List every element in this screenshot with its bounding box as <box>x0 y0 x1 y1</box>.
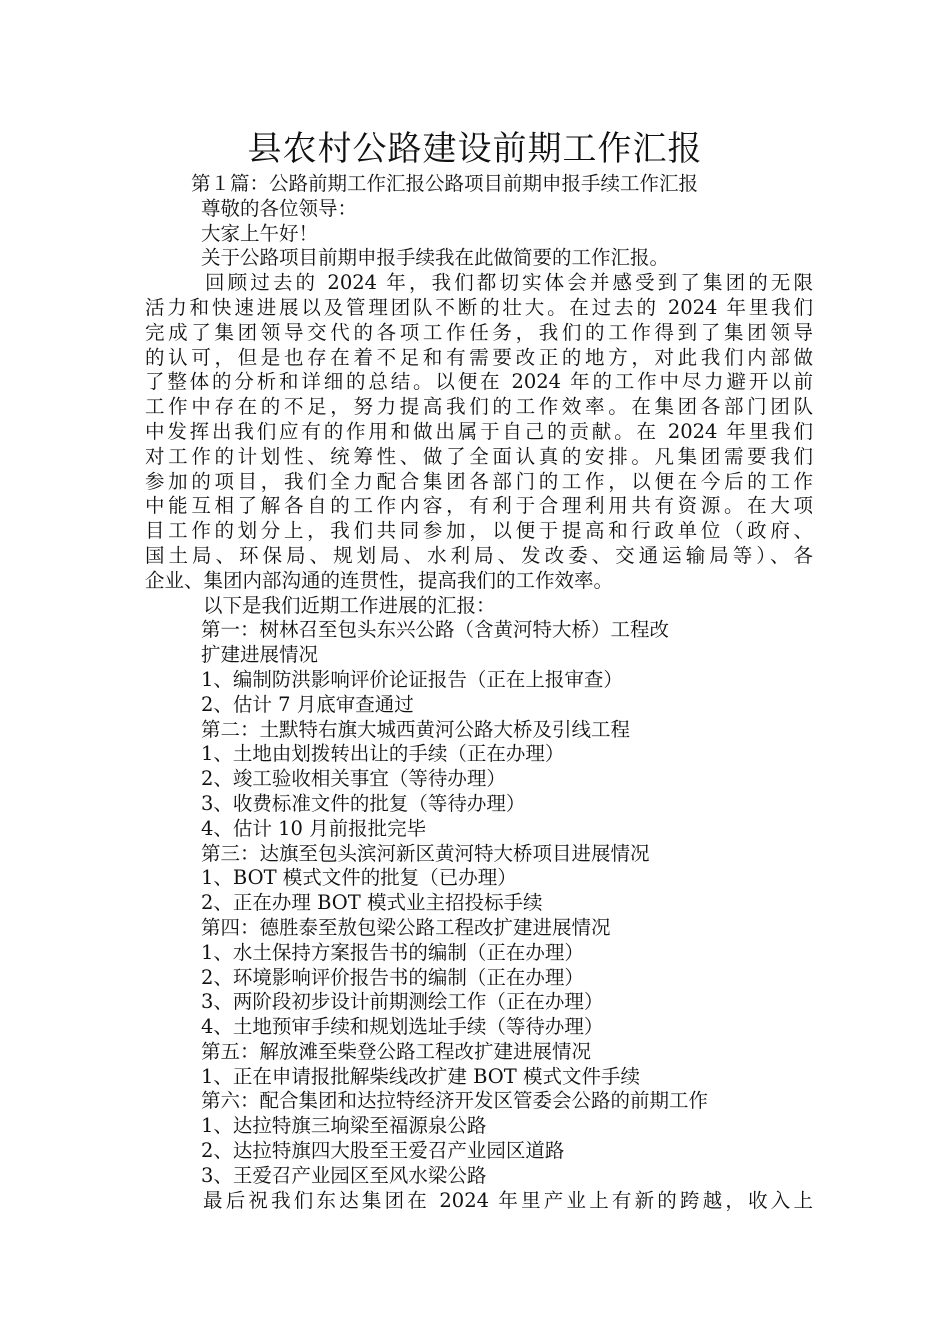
text-line: 目工作的划分上，我们共同参加，以便于提高和行政单位（政府、 <box>145 519 813 543</box>
text-line: 2、竣工验收相关事宜（等待办理） <box>201 767 506 791</box>
text-line: 的认可，但是也存在着不足和有需要改正的地方，对此我们内部做 <box>145 345 813 369</box>
text-line: 第五：解放滩至柴登公路工程改扩建进展情况 <box>201 1039 592 1063</box>
text-line: 工作中存在的不足，努力提高我们的工作效率。在集团各部门团队 <box>145 395 813 419</box>
text-line: 企业、集团内部沟通的连贯性，提高我们的工作效率。 <box>145 568 614 592</box>
text-line: 第一：树林召至包头东兴公路（含黄河特大桥）工程改 <box>201 618 670 642</box>
text-line: 第１篇：公路前期工作汇报公路项目前期申报手续工作汇报 <box>191 172 699 195</box>
text-line: 4、估计 10 月前报批完毕 <box>201 816 427 840</box>
text-line: 2、达拉特旗四大股至王爱召产业园区道路 <box>201 1139 565 1163</box>
text-line: 参加的项目，我们全力配合集团各部门的工作，以便在今后的工作 <box>145 469 813 493</box>
text-line: 1、BOT 模式文件的批复（已办理） <box>201 866 517 890</box>
text-line: 第二：土默特右旗大城西黄河公路大桥及引线工程 <box>201 717 631 741</box>
text-line: 关于公路项目前期申报手续我在此做简要的工作汇报。 <box>201 246 670 270</box>
document-body <box>145 172 813 1213</box>
text-line: 尊敬的各位领导： <box>201 196 358 220</box>
text-line: 1、正在申请报批解柴线改扩建 BOT 模式文件手续 <box>201 1064 640 1088</box>
text-line: 以下是我们近期工作进展的汇报： <box>203 593 496 617</box>
text-line: 2、环境影响评价报告书的编制（正在办理） <box>201 965 584 989</box>
text-line: 1、水土保持方案报告书的编制（正在办理） <box>201 940 584 964</box>
text-line: 中能互相了解各自的工作内容，有利于合理利用共有资源。在大项 <box>145 494 813 518</box>
text-line: 1、土地由划拨转出让的手续（正在办理） <box>201 742 565 766</box>
text-line: 2、正在办理 BOT 模式业主招投标手续 <box>201 891 543 915</box>
text-line: 3、两阶段初步设计前期测绘工作（正在办理） <box>201 990 604 1014</box>
text-line: 3、王爱召产业园区至风水梁公路 <box>201 1163 487 1187</box>
text-line: 最后祝我们东达集团在 2024 年里产业上有新的跨越，收入上 <box>203 1188 813 1212</box>
text-line: 第三：达旗至包头滨河新区黄河特大桥项目进展情况 <box>201 841 650 865</box>
text-line: 第四：德胜泰至敖包梁公路工程改扩建进展情况 <box>201 915 611 939</box>
text-line: 活力和快速进展以及管理团队不断的壮大。在过去的 2024 年里我们 <box>145 295 813 319</box>
text-line: 了整体的分析和详细的总结。以便在 2024 年的工作中尽力避开以前 <box>145 370 813 394</box>
text-line: 3、收费标准文件的批复（等待办理） <box>201 791 526 815</box>
text-line: 第六：配合集团和达拉特经济开发区管委会公路的前期工作 <box>201 1089 709 1113</box>
text-line: 1、编制防洪影响评价论证报告（正在上报审查） <box>201 667 623 691</box>
text-line: 4、土地预审手续和规划选址手续（等待办理） <box>201 1015 604 1039</box>
text-line: 2、估计 7 月底审查通过 <box>201 692 414 716</box>
text-line: 扩建进展情况 <box>201 643 319 667</box>
text-line: 回顾过去的 2024 年，我们都切实体会并感受到了集团的无限 <box>205 271 813 295</box>
text-line: 1、达拉特旗三垧梁至福源泉公路 <box>201 1114 487 1138</box>
text-line: 中发挥出我们应有的作用和做出属于自己的贡献。在 2024 年里我们 <box>145 419 813 443</box>
text-line: 对工作的计划性、统筹性、做了全面认真的安排。凡集团需要我们 <box>145 444 813 468</box>
text-line: 完成了集团领导交代的各项工作任务，我们的工作得到了集团领导 <box>145 320 813 344</box>
text-line: 大家上午好！ <box>201 221 319 245</box>
text-line: 国土局、环保局、规划局、水利局、发改委、交通运输局等）、各 <box>145 543 813 567</box>
document-title: 县农村公路建设前期工作汇报 <box>247 129 703 169</box>
